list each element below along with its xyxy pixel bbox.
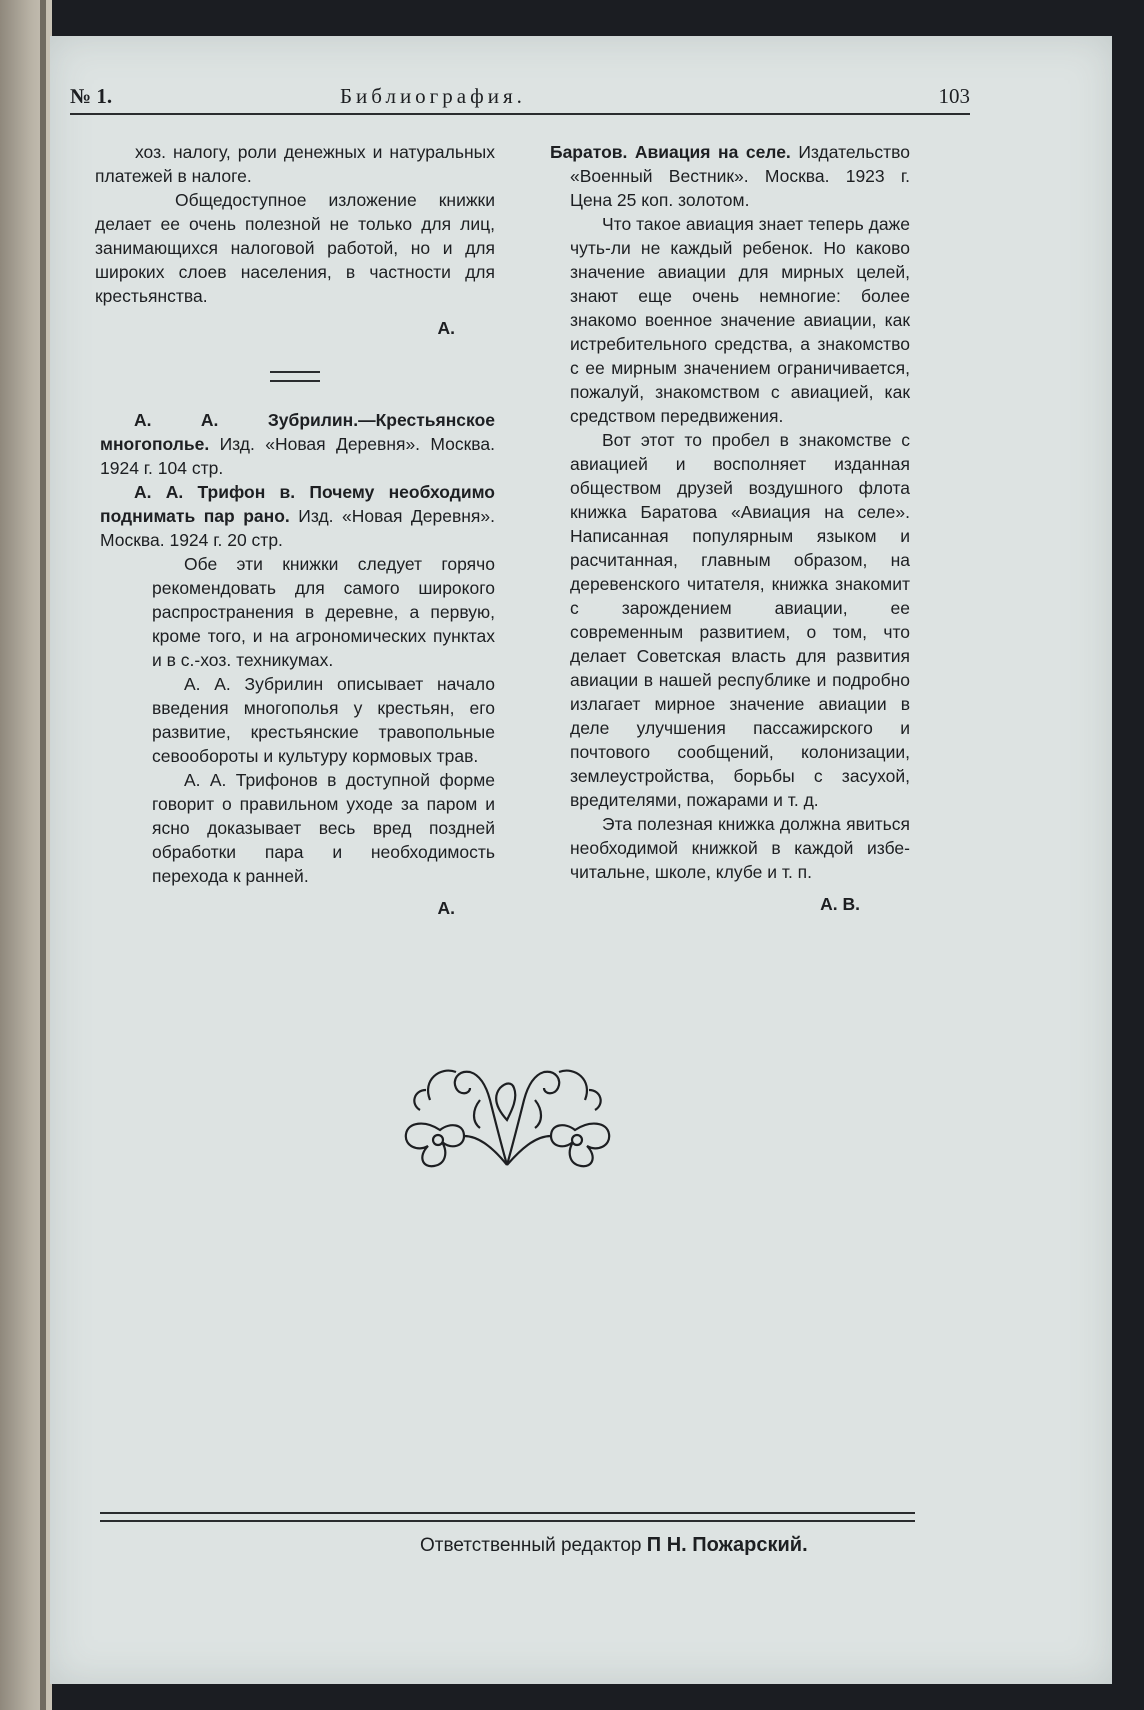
- book1-author: А. А. Зубрилин.: [134, 410, 359, 430]
- aviation-book-title: Авиация на селе.: [634, 142, 791, 162]
- book2-title: Почему необходимо поднимать пар рано.: [100, 482, 495, 526]
- page-number: 103: [938, 84, 970, 108]
- section-title: Библиография.: [340, 84, 526, 108]
- aviation-book-author: Баратов.: [550, 142, 628, 162]
- issue-number: № 1.: [70, 84, 113, 108]
- book1-entry: [100, 408, 495, 480]
- editor-label: Ответственный редактор: [420, 1535, 642, 1556]
- editor-credit: [420, 1534, 920, 1557]
- left-column: [95, 140, 495, 340]
- header-rule: [70, 113, 970, 115]
- review-paragraph-3: А. А. Трифонов в доступной форме говорит о правильном уходе за паром и ясно доказывает весь вред поздней обработки пара и необходимость перехода к ранней.: [152, 770, 495, 886]
- book2-entry: [100, 480, 495, 552]
- aviation-paragraph-2: Вот этот то пробел в знакомстве с авиацией и восполняет изданная обществом друзей воздушного флота книжка Баратова «Авиация на селе». Написанная популярным языком и расчитанная, главным образом, на деревенского читателя, книжка знакомит с зарождением авиации, ее современным развитием, о том, что делает Советская власть для развития авиации в нашей республике и подробно излагает мирное значение авиации в деле улучшения пассажирского и почтового сообщений, колонизации, землеустройства, борьбы с засухой, вредителями, пожарами и т. д.: [570, 430, 910, 810]
- review-block-agro: [100, 408, 495, 920]
- binding-edge: [40, 0, 46, 1710]
- right-column: [550, 140, 910, 916]
- aviation-book-publication: Издательство «Военный Вестник». Москва. 1923 г. Цена 25 коп. золотом.: [570, 142, 910, 210]
- aviation-signature: А. В.: [820, 894, 860, 914]
- running-header: [70, 84, 970, 114]
- signature-1: А.: [437, 318, 455, 338]
- editor-name: П Н. Пожарский.: [646, 1534, 808, 1556]
- adjacent-page-edge: [0, 0, 52, 1710]
- book2-publication: Изд. «Новая Деревня». Москва. 1924 г. 20 стр.: [100, 506, 495, 550]
- review-paragraph-2: А. А. Зубрилин описывает начало введения многополья у крестьян, его развитие, крестьянские травопольные севообороты и культуру кормовых трав.: [152, 674, 495, 766]
- book1-publication: Изд. «Новая Деревня». Москва. 1924 г. 104 стр.: [100, 434, 495, 478]
- book1-title: —Крестьянское многополье.: [100, 410, 495, 454]
- continued-text: хоз. налогу, роли денежных и натуральных платежей в налоге.: [95, 142, 495, 186]
- aviation-paragraph-3: Эта полезная книжка должна явиться необходимой книжкой в каждой избе-читальне, школе, клубе и т. п.: [570, 814, 910, 882]
- review-paragraph-1: Обе эти книжки следует горячо рекомендовать для самого широкого распространения в деревне, а первую, кроме того, и на агрономических пунктах и в с.-хоз. техникумах.: [152, 554, 495, 670]
- floral-ornament: [400, 1060, 615, 1170]
- continued-paragraph: Общедоступное изложение книжки делает ее очень полезной не только для лиц, занимающихся налоговой работой, но и для широких слоев населения, в частности для крестьянства.: [95, 190, 495, 306]
- footer-rule: [100, 1512, 915, 1522]
- section-divider: [270, 371, 320, 382]
- book2-author: А. А. Трифон в.: [134, 482, 296, 502]
- aviation-book-entry: [550, 140, 910, 212]
- signature-2: А.: [437, 898, 455, 918]
- aviation-paragraph-1: Что такое авиация знает теперь даже чуть-ли не каждый ребенок. Но каково значение авиации для мирных целей, знают еще очень немногие: более знакомо военное значение авиации, как истребительного средства, а знакомство с ее мирным значением ограничивается, пожалуй, знакомством с авиацией, как средством передвижения.: [570, 214, 910, 426]
